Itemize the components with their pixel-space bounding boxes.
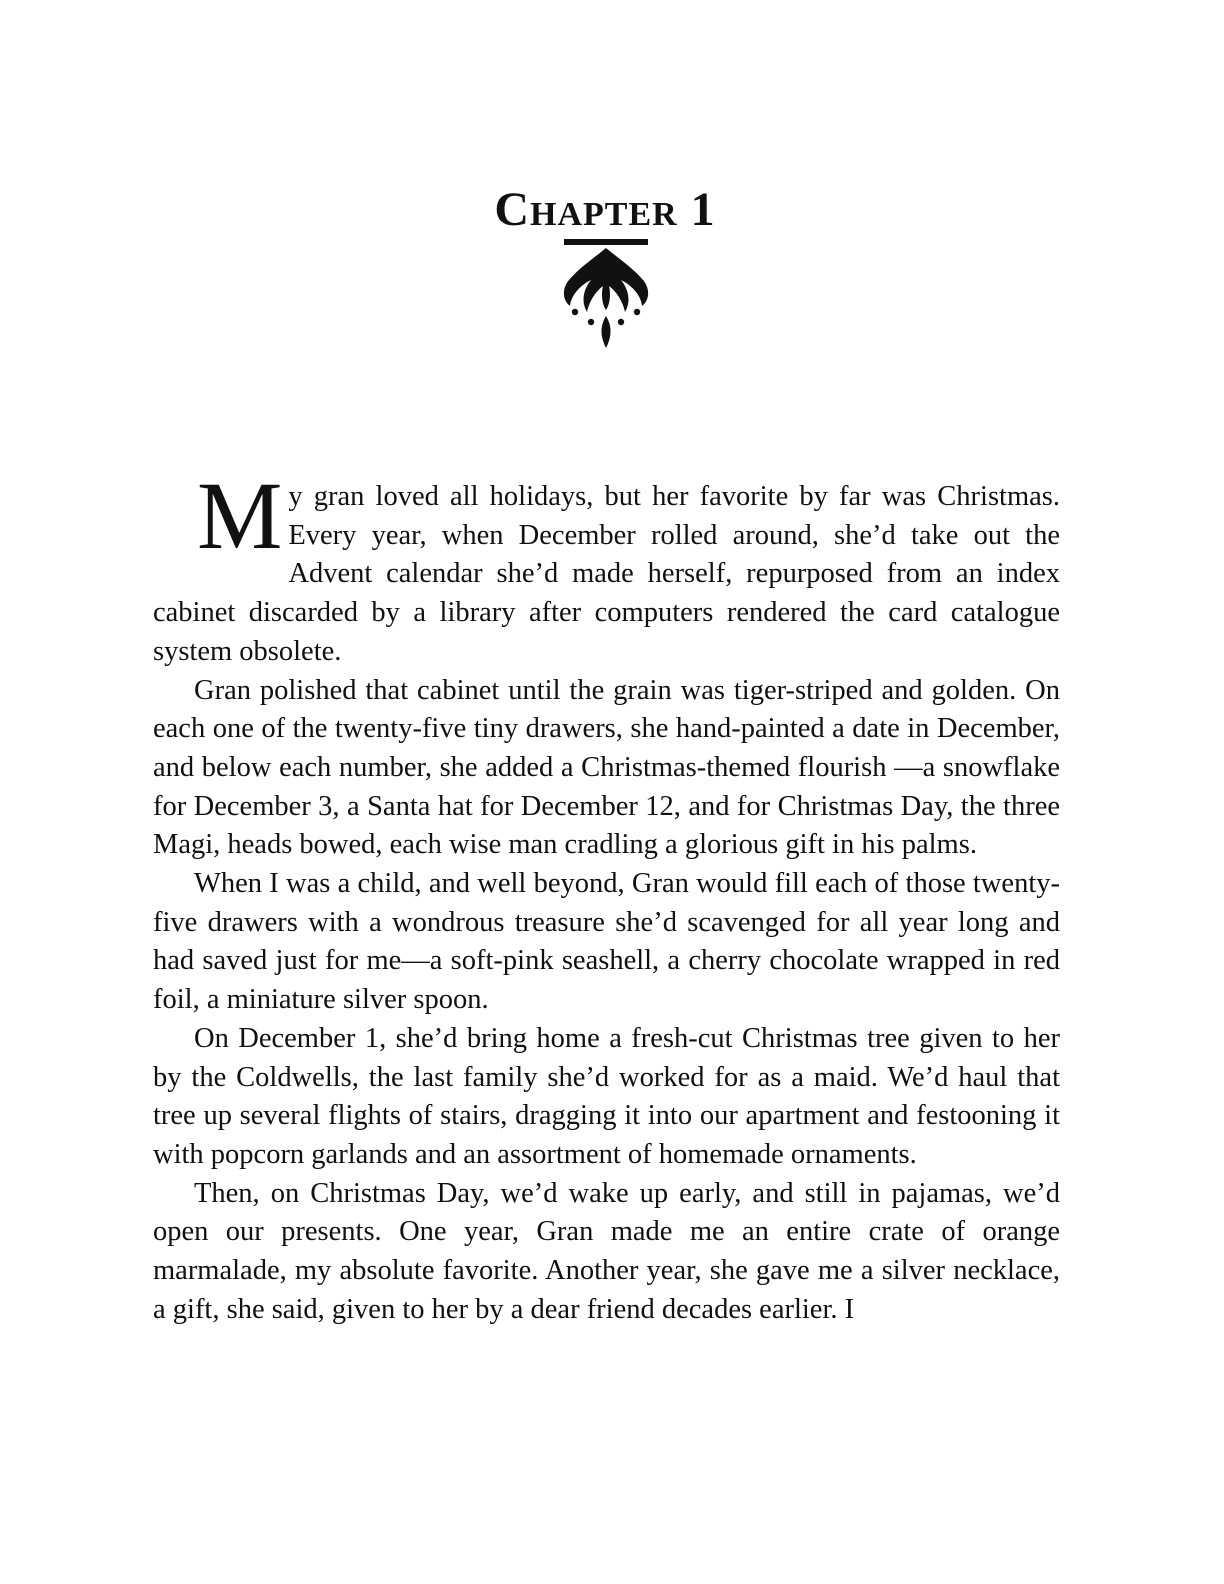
leaf-spray-ornament-icon: [561, 236, 651, 352]
paragraph-1: [153, 462, 1060, 672]
paragraph-4: On December 1, she’d bring home a fresh-cut Christmas tree given to her by the Coldwells, the last family she’d worked for as a maid. We’d haul that tree up several flights of stairs, dragging it into our apartment and festooning it with popcorn garlands and an assortment of homemade ornaments.: [153, 1022, 1060, 1170]
paragraph-3: When I was a child, and well beyond, Gran would fill each of those twenty-five drawers with a wondrous treasure she’d scavenged for all year long and had saved just for me—a soft-pink seashell, a cherry chocolate wrapped in red foil, a miniature silver spoon.: [153, 868, 1060, 1016]
drop-cap-wrapper: [197, 462, 283, 569]
chapter-title: Chapter 1: [494, 183, 716, 237]
chapter-body: [153, 462, 1060, 1329]
paragraph-1-text: y gran loved all holidays, but her favorite by far was Christmas. Every year, when December rolled around, she’d take out the Advent calendar she’d made herself, repurposed from an index cabinet discarded by a library after computers rendered the card catalogue system obsolete.: [153, 481, 1060, 667]
paragraph-2: Gran polished that cabinet until the grain was tiger-striped and golden. On each one of the twenty-five tiny drawers, she hand-painted a date in December, and below each number, she added a Christmas-themed flourish —a snowflake for December 3, a Santa hat for December 12, and for Christmas Day, the three Magi, heads bowed, each wise man cradling a glorious gift in his palms.: [153, 674, 1060, 861]
paragraph-5: Then, on Christmas Day, we’d wake up early, and still in pajamas, we’d open our presents. One year, Gran made me an entire crate of orange marmalade, my absolute favorite. Another year, she gave me a silver necklace, a gift, she said, given to her by a dear friend decades earlier. I: [153, 1177, 1060, 1325]
drop-cap: M: [197, 462, 283, 569]
